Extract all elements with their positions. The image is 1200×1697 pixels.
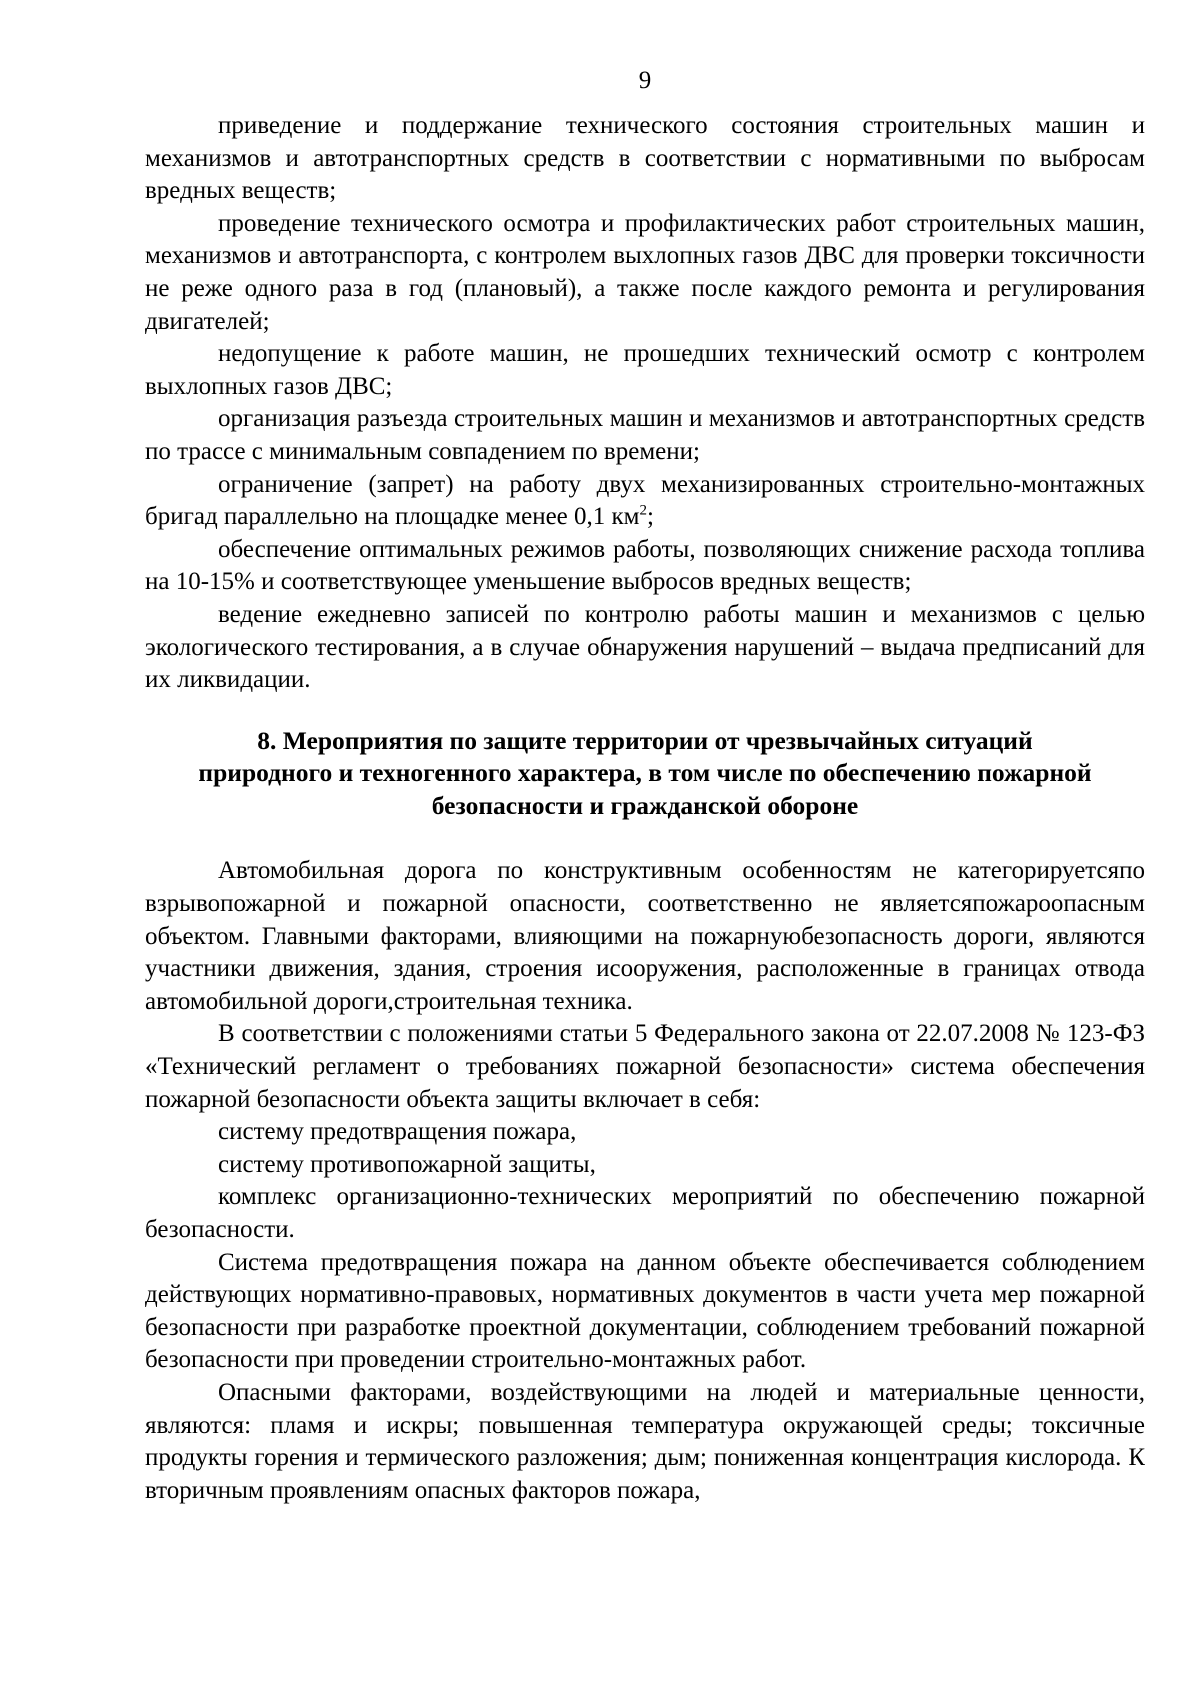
page-number: 9 [638, 67, 652, 94]
body-paragraph: комплекс организационно-технических мероприятий по обеспечению пожарной безопасности. [145, 1183, 1145, 1243]
document-page [145, 66, 1145, 1666]
list-item: проведение технического осмотра и профилактических работ строительных машин, механизмов и автотранспорта, с контролем выхлопных газов ДВС для проверки токсичности не реже одного раза в год (плановый), а также после каждого ремонта и регулирования двигателей; [145, 209, 1145, 335]
list-item: обеспечение оптимальных режимов работы, позволяющих снижение расхода топлива на 10-15% и соответствующее уменьшение выбросов вредных веществ; [145, 535, 1145, 596]
section-body [145, 855, 1145, 1507]
list-item-restriction [145, 469, 1145, 534]
restriction-text: ограничение (запрет) на работу двух механизированных строительно-монтажных бригад параллельно на площадке менее 0,1 км [145, 470, 1145, 531]
area-unit-superscript: 2 [639, 502, 647, 519]
section-heading-line: 8. Мероприятия по защите территории от чрезвычайных ситуаций [257, 725, 1033, 755]
list-item: недопущение к работе машин, не прошедших технический осмотр с контролем выхлопных газов ДВС; [145, 340, 1145, 400]
body-paragraph: Система предотвращения пожара на данном объекте обеспечивается соблюдением действующих нормативно-правовых, нормативных документов в части учета мер пожарной безопасности при разработке проектной документации, соблюдением требований пожарной безопасности при проведении строительно-монтажных работ. [145, 1248, 1145, 1374]
section-heading-line: природного и техногенного характера, в том числе по обеспечению пожарной [198, 758, 1092, 788]
section-heading-line: безопасности и гражданской обороне [431, 790, 859, 820]
body-paragraph: Опасными факторами, воздействующими на людей и материальные ценности, являются: пламя и искры; повышенная температура окружающей среды; токсичные продукты горения и термического разложения; дым; пониженная концентрация кислорода. К вторичным проявлениям опасных факторов пожара, [145, 1378, 1145, 1504]
restriction-suffix: ; [646, 503, 654, 531]
list-item: ведение ежедневно записей по контролю работы машин и механизмов с целью экологического тестирования, а в случае обнаружения нарушений – выдача предписаний для их ликвидации. [145, 600, 1145, 694]
body-paragraph: В соответствии с положениями статьи 5 Федерального закона от 22.07.2008 № 123-ФЗ «Технический регламент о требованиях пожарной безопасности» система обеспечения пожарной безопасности объекта защиты включает в себя: [145, 1020, 1145, 1113]
list-item: приведение и поддержание технического состояния строительных машин и механизмов и автотранспортных средств в соответствии с нормативными по выбросам вредных веществ; [145, 112, 1145, 205]
list-item: организация разъезда строительных машин и механизмов и автотранспортных средств по трассе с минимальным совпадением по времени; [145, 405, 1145, 465]
body-paragraph: систему предотвращения пожара, [218, 1118, 577, 1146]
measures-list [145, 110, 1145, 697]
body-paragraph: систему противопожарной защиты, [218, 1150, 596, 1178]
section-heading [145, 725, 1145, 823]
body-paragraph: Автомобильная дорога по конструктивным особенностям не категорируетсяпо взрывопожарной и пожарной опасности, соответственно не являетсяпожароопасным объектом. Главными факторами, влияющими на пожарнуюбезопасность дороги, являются участники движения, здания, строения исооружения, расположенные в границах отвода автомобильной дороги,строительная техника. [145, 857, 1145, 1015]
